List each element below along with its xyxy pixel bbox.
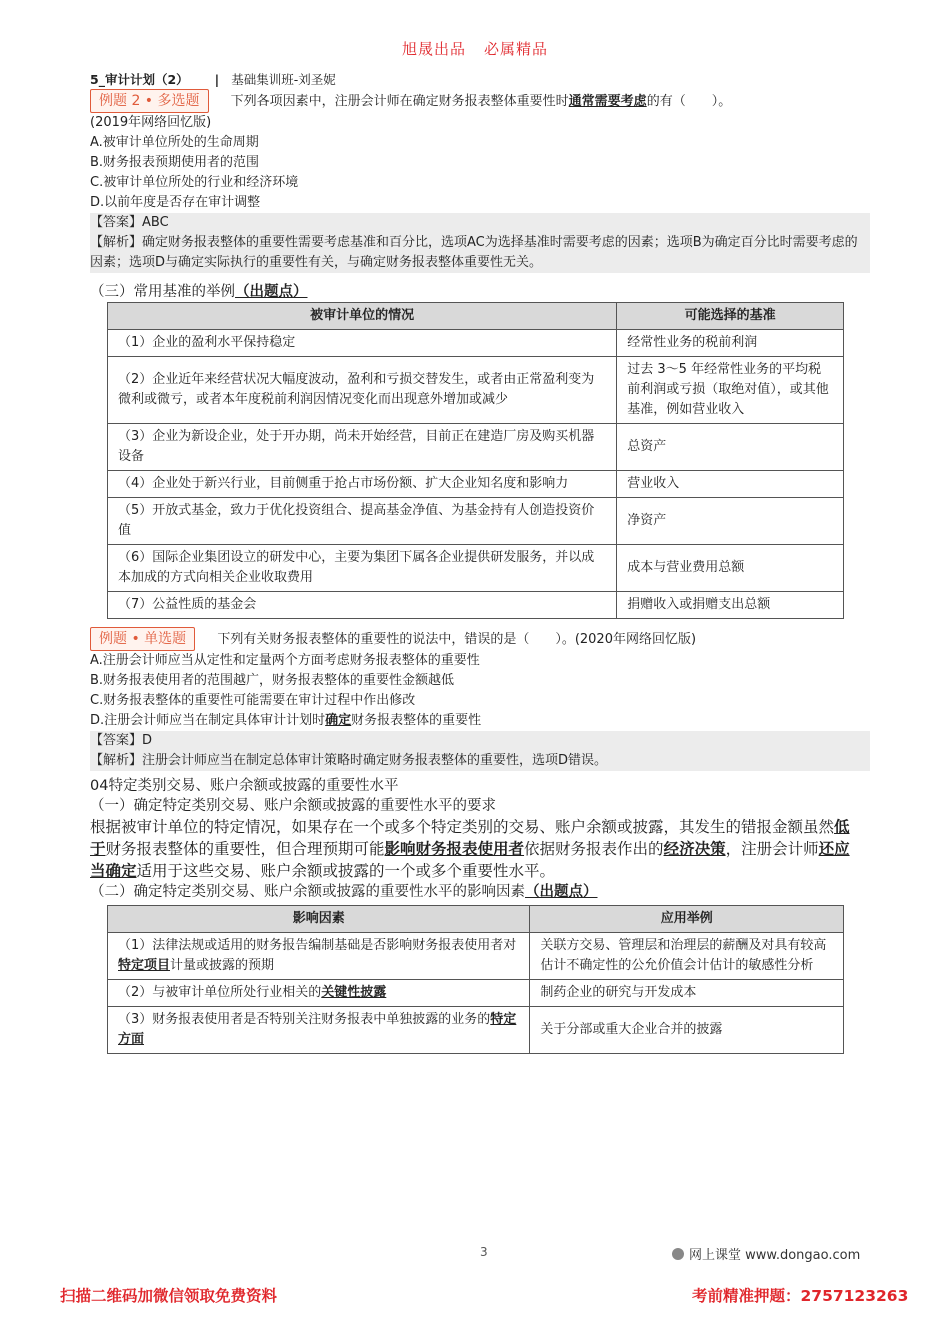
section-04-sub2-text: （二）确定特定类别交易、账户余额或披露的重要性水平的影响因素 <box>90 884 525 900</box>
table-cell: 过去 3～5 年经常性业务的平均税前利润或亏损（取绝对值），或其他基准，例如营业收入 <box>617 357 844 424</box>
cell-emph: 特定方面 <box>118 1012 517 1047</box>
table-cell <box>108 933 530 980</box>
example-2-option-d-pre: D.注册会计师应当在制定具体审计计划时 <box>90 713 326 728</box>
table-header-cell: 被审计单位的情况 <box>108 303 617 330</box>
example-1-tag: 例题 2 • 多选题 <box>90 89 209 113</box>
table-row <box>108 545 844 592</box>
factor-table <box>107 905 844 1054</box>
course-line <box>90 70 336 88</box>
table-cell: 捐赠收入或捐赠支出总额 <box>617 592 844 619</box>
example-2-option-b: B.财务报表使用者的范围越广，财务报表整体的重要性金额越低 <box>90 673 455 688</box>
table-cell: （2）企业近年来经营状况大幅度波动，盈利和亏损交替发生，或者由正常盈利变为微利或微亏，或者本年度税前利润因情况变化而出现意外增加或减少 <box>108 357 617 424</box>
example-1-answer: 【答案】ABC <box>90 213 870 233</box>
table-cell: 营业收入 <box>617 471 844 498</box>
example-1-question-post: 的有（ ）。 <box>646 94 732 109</box>
table-cell <box>108 980 530 1007</box>
example-2-option-c: C.财务报表整体的重要性可能需要在审计过程中作出修改 <box>90 693 416 708</box>
table-header-cell: 影响因素 <box>108 906 530 933</box>
example-1-source: (2019年网络回忆版) <box>90 115 212 130</box>
table-cell: 总资产 <box>617 424 844 471</box>
dongao-logo-icon <box>672 1248 684 1260</box>
example-1-option-c: C.被审计单位所处的行业和经济环境 <box>90 175 299 190</box>
table-cell: 制药企业的研究与开发成本 <box>530 980 844 1007</box>
header-right-text: 必属精品 <box>484 40 549 58</box>
example-1-option-d: D.以前年度是否存在审计调整 <box>90 195 261 210</box>
section-04-sub2-emph: （出题点） <box>525 884 598 900</box>
table-cell: 净资产 <box>617 498 844 545</box>
footer-right-text: 考前精准押题：2757123263 <box>692 1287 909 1305</box>
para-text: 财务报表整体的重要性，但合理预期可能 <box>105 840 385 858</box>
cell-text: 计量或披露的预期 <box>170 958 275 973</box>
table-cell: 成本与营业费用总额 <box>617 545 844 592</box>
table-row <box>108 357 844 424</box>
para-text: 根据被审计单位的特定情况，如果存在一个或多个特定类别的交易、账户余额或披露，其发生的错报金额虽然 <box>90 818 835 836</box>
table-row <box>108 592 844 619</box>
table-header-row <box>108 303 844 330</box>
table-cell: （7）公益性质的基金会 <box>108 592 617 619</box>
example-1 <box>90 89 870 273</box>
para-text: ，注册会计师 <box>725 840 819 858</box>
example-2-option-d-post: 财务报表整体的重要性 <box>351 713 482 728</box>
para-emph: 经济决策 <box>663 840 726 858</box>
para-text: 适用于这些交易、账户余额或披露的一个或多个重要性水平。 <box>136 862 556 880</box>
cell-emph: 特定项目 <box>118 958 171 973</box>
section-3-title <box>90 282 308 302</box>
para-emph: 还应当确定 <box>90 840 850 880</box>
example-1-option-a: A.被审计单位所处的生命周期 <box>90 135 259 150</box>
table-row <box>108 424 844 471</box>
table-cell: （5）开放式基金，致力于优化投资组合、提高基金净值、为基金持有人创造投资价值 <box>108 498 617 545</box>
table-cell: （6）国际企业集团设立的研发中心，主要为集团下属各企业提供研发服务，并以成本加成的方式向相关企业收取费用 <box>108 545 617 592</box>
course-separator: | <box>214 72 220 87</box>
example-2 <box>90 627 870 771</box>
page-number: 3 <box>480 1245 488 1259</box>
example-1-question-emph: 通常需要考虑 <box>568 94 647 109</box>
example-1-question-pre: 下列各项因素中，注册会计师在确定财务报表整体重要性时 <box>230 94 569 109</box>
para-text: 依据财务报表作出的 <box>524 840 664 858</box>
table-cell: 关于分部或重大企业合并的披露 <box>530 1007 844 1054</box>
table-row <box>108 498 844 545</box>
benchmark-table <box>107 302 844 619</box>
header-left-text: 旭晟出品 <box>401 40 466 58</box>
table-header-cell: 应用举例 <box>530 906 844 933</box>
example-1-analysis: 【解析】确定财务报表整体的重要性需要考虑基准和百分比，选项AC为选择基准时需要考虑的因素；选项B为确定百分比时需要考虑的因素；选项D与确定实际执行的重要性有关，与确定财务报表整体重要性无关。 <box>90 233 870 273</box>
course-section: 5_审计计划（2） <box>90 72 189 87</box>
header-banner <box>0 38 950 59</box>
example-2-tag: 例题 • 单选题 <box>90 627 195 651</box>
table-row <box>108 1007 844 1054</box>
para-emph: 低于 <box>90 818 850 858</box>
example-2-option-d <box>90 711 870 731</box>
example-2-answer: 【答案】D <box>90 731 870 751</box>
section-3-title-emph: （出题点） <box>235 284 308 300</box>
cell-text: （2）与被审计单位所处行业相关的 <box>118 985 322 1000</box>
section-04-title: 04特定类别交易、账户余额或披露的重要性水平 <box>90 778 399 794</box>
section-04 <box>90 776 862 902</box>
table-row <box>108 933 844 980</box>
section-04-paragraph <box>90 816 862 882</box>
section-04-sub1: （一）确定特定类别交易、账户余额或披露的重要性水平的要求 <box>90 798 496 814</box>
table-row <box>108 471 844 498</box>
table-cell <box>108 1007 530 1054</box>
para-emph: 影响财务报表使用者 <box>384 840 525 858</box>
table-header-cell: 可能选择的基准 <box>617 303 844 330</box>
table-header-row <box>108 906 844 933</box>
cell-text: （3）财务报表使用者是否特别关注财务报表中单独披露的业务的 <box>118 1012 491 1027</box>
section-3-title-text: （三）常用基准的举例 <box>90 284 235 300</box>
example-1-option-b: B.财务报表预期使用者的范围 <box>90 155 260 170</box>
example-2-question: 下列有关财务报表整体的重要性的说法中，错误的是（ ）。(2020年网络回忆版) <box>217 632 697 647</box>
example-2-analysis: 【解析】注册会计师应当在制定总体审计策略时确定财务报表整体的重要性，选项D错误。 <box>90 751 870 771</box>
example-2-option-d-emph: 确定 <box>325 713 352 728</box>
cell-emph: 关键性披露 <box>321 985 387 1000</box>
footer-brand <box>672 1244 860 1263</box>
cell-text: （1）法律法规或适用的财务报告编制基础是否影响财务报表使用者对 <box>118 938 517 953</box>
footer-brand-text: 网上课堂 www.dongao.com <box>689 1248 861 1263</box>
footer-left-text: 扫描二维码加微信领取免费资料 <box>60 1287 278 1305</box>
table-cell: 经常性业务的税前利润 <box>617 330 844 357</box>
example-2-option-a: A.注册会计师应当从定性和定量两个方面考虑财务报表整体的重要性 <box>90 653 480 668</box>
course-class: 基础集训班-刘圣妮 <box>231 72 336 87</box>
table-cell: （1）企业的盈利水平保持稳定 <box>108 330 617 357</box>
table-cell: （4）企业处于新兴行业，目前侧重于抢占市场份额、扩大企业知名度和影响力 <box>108 471 617 498</box>
table-cell: （3）企业为新设企业，处于开办期，尚未开始经营，目前正在建造厂房及购买机器设备 <box>108 424 617 471</box>
table-row <box>108 980 844 1007</box>
table-row <box>108 330 844 357</box>
table-cell: 关联方交易、管理层和治理层的薪酬及对具有较高估计不确定性的公允价值会计估计的敏感性分析 <box>530 933 844 980</box>
section-04-sub2 <box>90 882 862 902</box>
